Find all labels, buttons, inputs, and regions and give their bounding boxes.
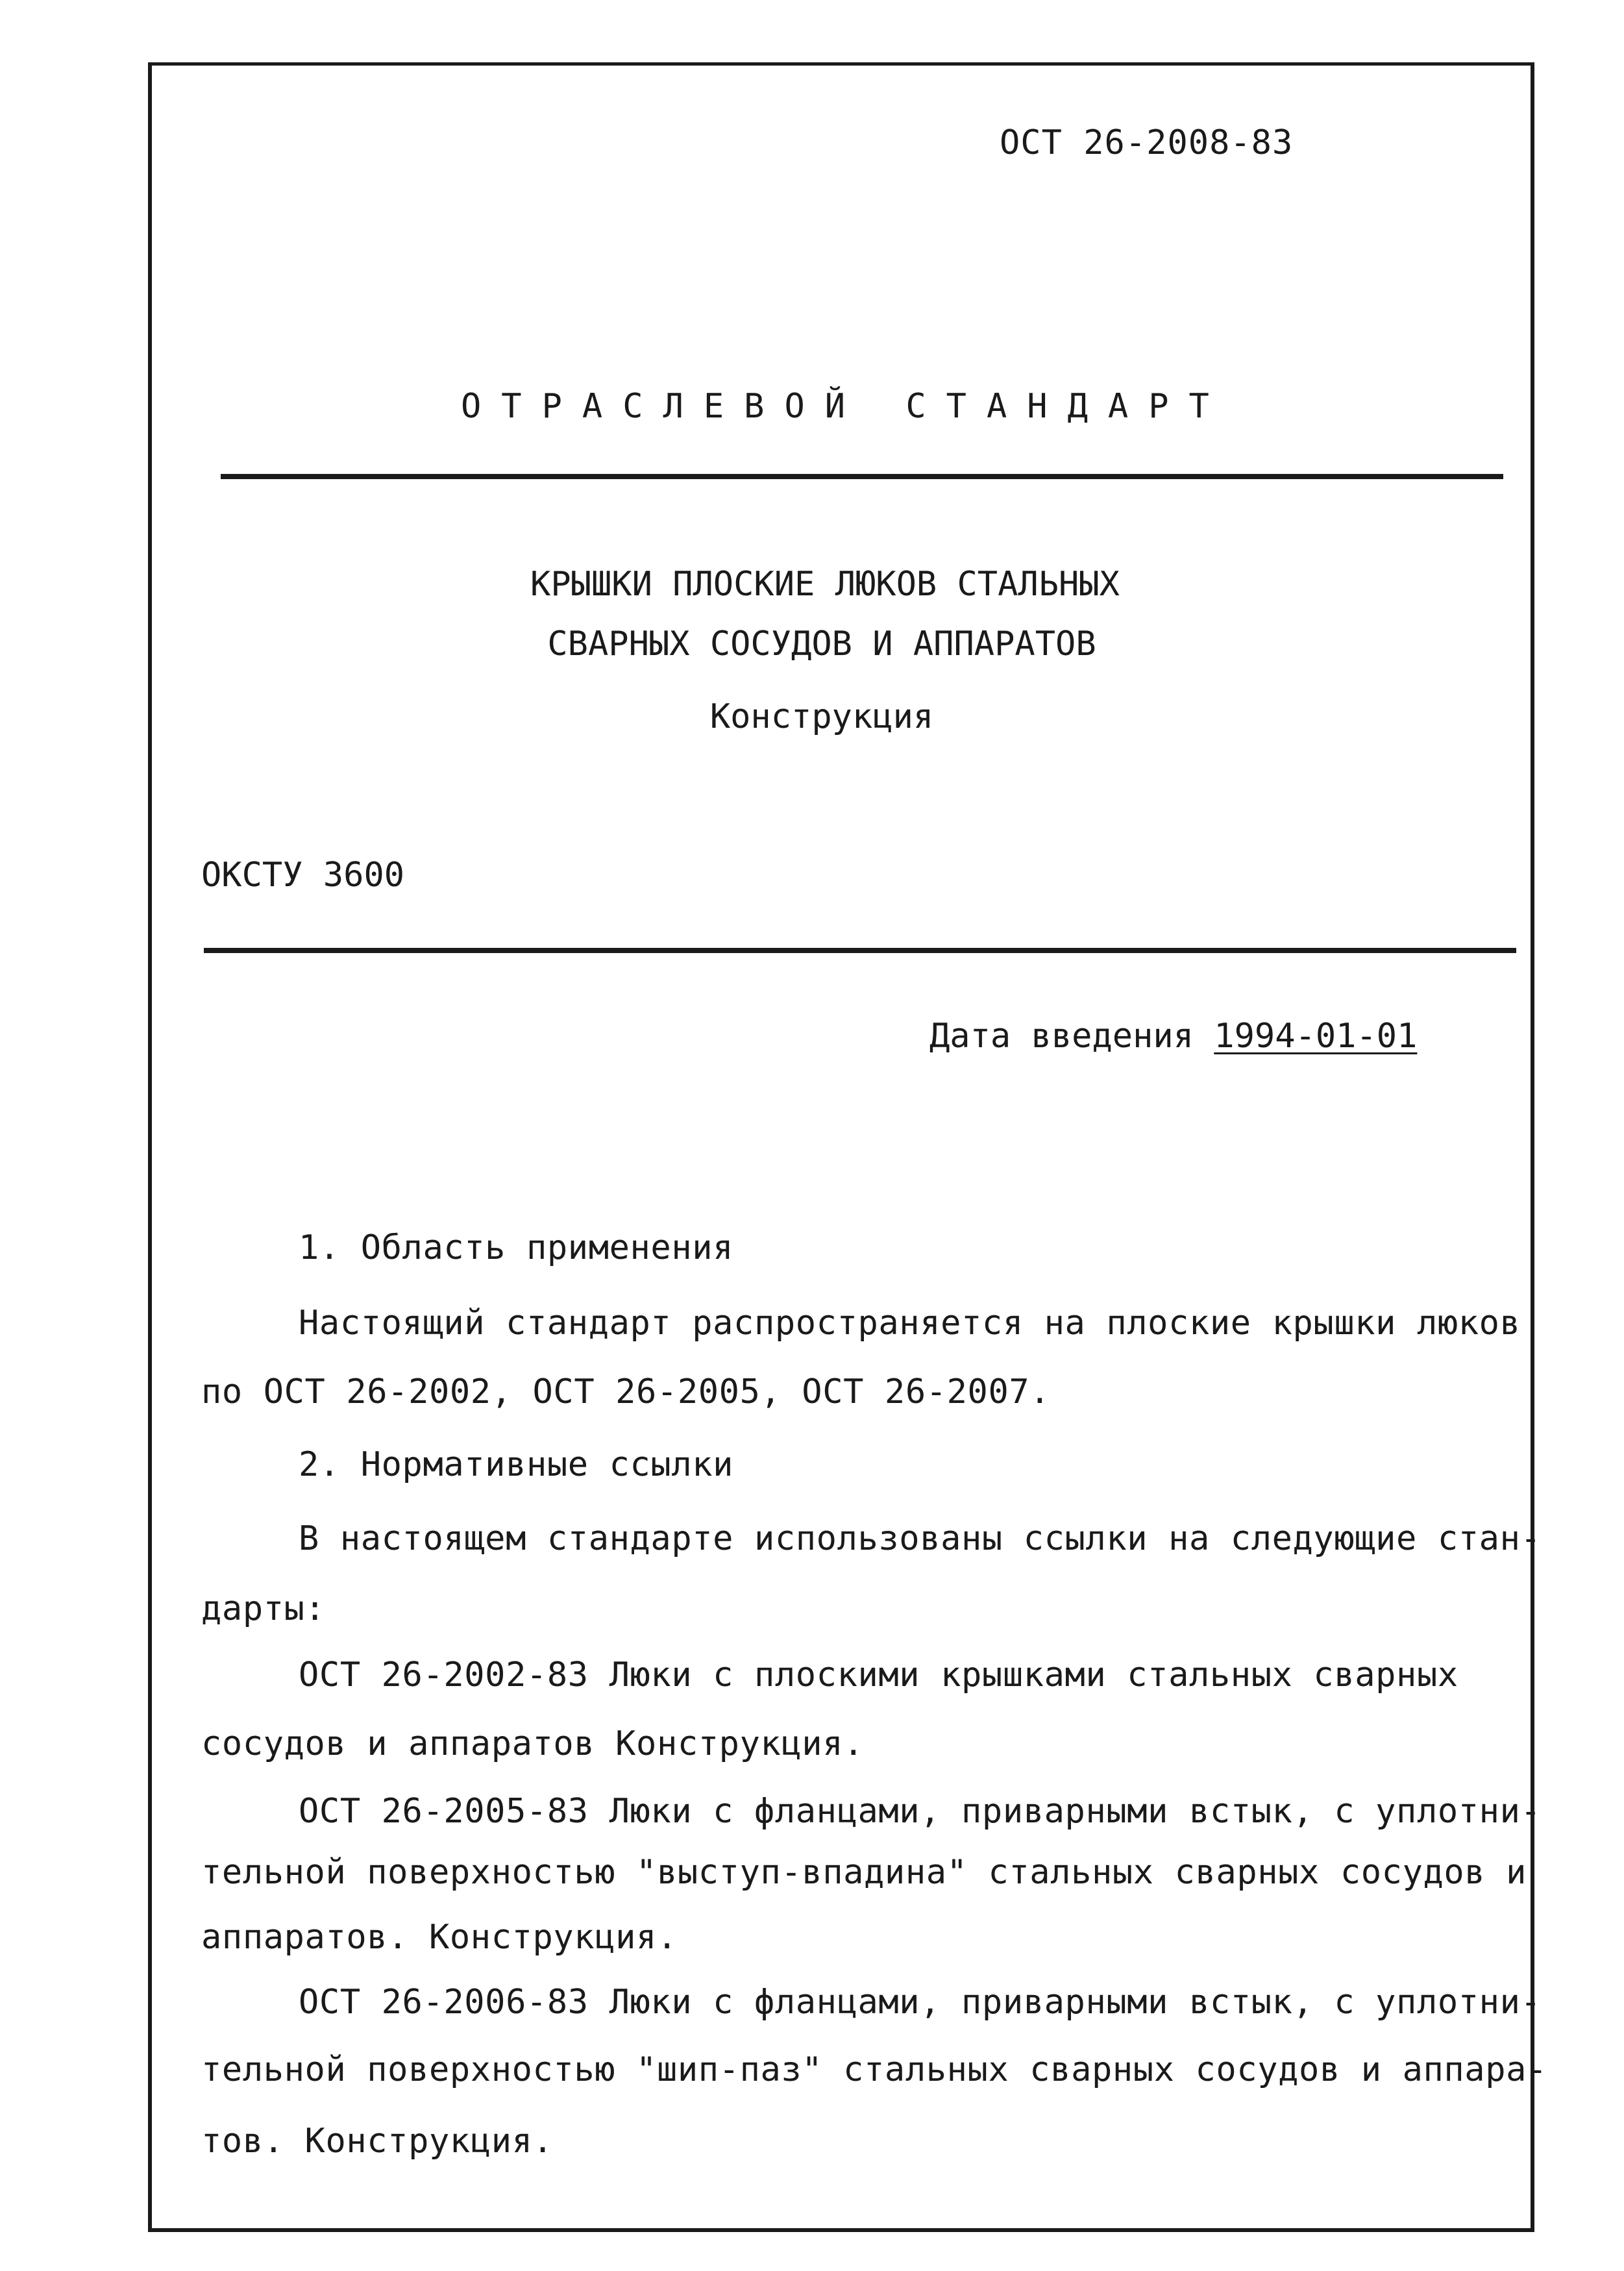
reference-item-line: аппаратов. Конструкция. <box>201 1918 678 1957</box>
scope-text-line: Настоящий стандарт распространяется на плоские крышки люков <box>299 1304 1521 1343</box>
reference-item-line: тов. Конструкция. <box>201 2122 554 2161</box>
okstu-code: ОКСТУ 3600 <box>201 856 405 895</box>
document-subtitle: Конструкция <box>709 697 934 736</box>
document-designation: ОСТ 26-2008-83 <box>1000 123 1294 162</box>
section-references-heading: 2. Нормативные ссылки <box>299 1445 734 1484</box>
reference-item-line: ОСТ 26-2005-83 Люки с фланцами, приварными встык, с уплотни- <box>299 1792 1542 1831</box>
header-divider <box>221 474 1503 479</box>
classification-divider <box>204 948 1516 953</box>
document-title-line-1: КРЫШКИ ПЛОСКИЕ ЛЮКОВ СТАЛЬНЫХ <box>530 565 1120 604</box>
reference-item-line: сосудов и аппаратов Конструкция. <box>201 1724 865 1763</box>
document-title-line-2: СВАРНЫХ СОСУДОВ И АППАРАТОВ <box>547 625 1096 664</box>
section-scope-heading: 1. Область применения <box>299 1228 734 1267</box>
reference-item-line: ОСТ 26-2006-83 Люки с фланцами, приварными встык, с уплотни- <box>299 1983 1542 2022</box>
scope-text-line: по ОСТ 26-2002, ОСТ 26-2005, ОСТ 26-2007. <box>201 1372 1051 1411</box>
references-intro-line: В настоящем стандарте использованы ссылки на следующие стан- <box>299 1519 1542 1558</box>
standard-kind-heading: ОТРАСЛЕВОЙ СТАНДАРТ <box>461 387 1229 426</box>
introduction-date-line <box>929 1017 1417 1056</box>
reference-item-line: ОСТ 26-2002-83 Люки с плоскими крышками стальных сварных <box>299 1656 1458 1694</box>
references-intro-line: дарты: <box>201 1589 326 1628</box>
reference-item-line: тельной поверхностью "шип-паз" стальных сварных сосудов и аппара- <box>201 2050 1547 2089</box>
introduction-date-label: Дата введения <box>929 1017 1194 1056</box>
introduction-date-value: 1994-01-01 <box>1214 1017 1418 1056</box>
reference-item-line: тельной поверхностью "выступ-впадина" стальных сварных сосудов и <box>201 1853 1527 1892</box>
